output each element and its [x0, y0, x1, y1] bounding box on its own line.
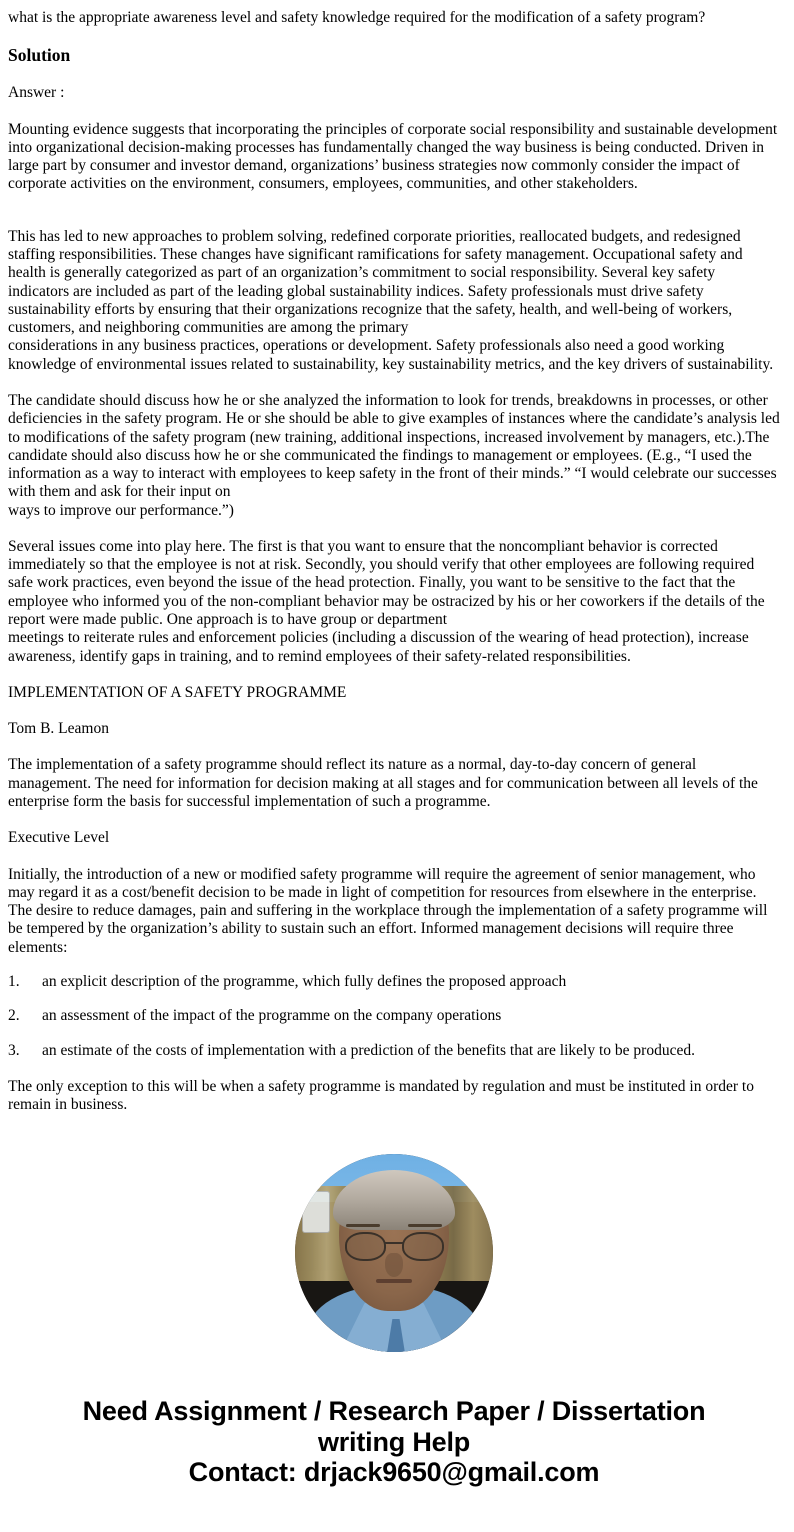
list-item — [8, 973, 780, 991]
list-item-number: 2. — [8, 1007, 20, 1025]
list-item-text: an estimate of the costs of implementation with a prediction of the benefits that are likely to be produced. — [42, 1041, 695, 1059]
subsection-paragraph: Initially, the introduction of a new or modified safety programme will require the agreement of senior management, who may regard it as a cost/benefit decision to be made in light of competition for resources from elsewhere in the enterprise. The desire to reduce damages, pain and suffering in the workplace through the implementation of a safety programme will be tempered by the organization’s ability to sustain such an effort. Informed management decisions will require three elements: — [8, 865, 768, 956]
solution-heading: Solution — [8, 45, 71, 66]
avatar-glasses-left-lens — [345, 1232, 387, 1262]
footer-promo — [8, 1396, 780, 1505]
subsection-title: Executive Level — [8, 829, 110, 847]
paragraph-4: The candidate should discuss how he or she analyzed the information to look for trends, breakdowns in processes, or other deficiencies in the safety program. He or she should be able to give examples of instances where the candidate’s analysis led to modifications of the safety program (new training, additional inspections, increased involvement by managers, etc.).The candidate should also discuss how he or she communicated the findings to management or employees. (E.g., “I used the information as a way to interact with employees to keep safety in the front of their minds.” “I would celebrate our successes with them and ask for their input on — [8, 391, 780, 501]
paragraph-7: meetings to reiterate rules and enforcement policies (including a discussion of the wearing of head protection), increase awareness, identify gaps in training, and to remind employees of their safety-related responsibilities. — [8, 629, 749, 665]
author-name: Tom B. Leamon — [8, 720, 109, 738]
paragraph-2: This has led to new approaches to problem solving, redefined corporate priorities, reallocated budgets, and redesigned staffing responsibilities. These changes have significant ramifications for safety management. Occupational safety and health is generally categorized as part of an organization’s commitment to social responsibility. Several key safety indicators are included as part of the leading global sustainability indices. Safety professionals must drive safety sustainability efforts by ensuring that their organizations recognize that the safety, health, and well-being of workers, customers, and neighboring communities are among the primary — [8, 227, 743, 337]
list-item — [8, 1007, 780, 1025]
question-text: what is the appropriate awareness level and safety knowledge required for the modification of a safety program? — [8, 9, 706, 26]
avatar-nose — [385, 1253, 403, 1277]
paragraph-6: Several issues come into play here. The first is that you want to ensure that the noncompliant behavior is corrected immediately so that the employee is not at risk. Secondly, you should verify that other employees are following required safe work practices, even beyond the issue of the head protection. Finally, you want to be sensitive to the fact that the employee who informed you of the non-compliant behavior may be ostracized by his or her coworkers if the details of the report were made public. One approach is to have group or department — [8, 537, 765, 629]
avatar-container — [8, 1154, 780, 1352]
list-item-number: 1. — [8, 972, 20, 990]
section-paragraph: The implementation of a safety programme should reflect its nature as a normal, day-to-day concern of general management. The need for information for decision making at all stages and for communication between all levels of the enterprise form the basis for successful implementation of such a programme. — [8, 756, 758, 810]
spacer — [8, 194, 780, 210]
document-page — [0, 9, 794, 1505]
footer-contact: Contact: drjack9650@gmail.com — [188, 1456, 600, 1487]
elements-list — [8, 973, 780, 1060]
list-item-text: an assessment of the impact of the programme on the company operations — [42, 1007, 502, 1025]
avatar-glasses-right-lens — [402, 1232, 444, 1262]
avatar-mouth — [376, 1279, 412, 1283]
section-title: IMPLEMENTATION OF A SAFETY PROGRAMME — [8, 683, 347, 701]
avatar-glasses-bridge — [385, 1242, 403, 1244]
avatar-eyebrow-right — [408, 1224, 442, 1227]
paragraph-1: Mounting evidence suggests that incorporating the principles of corporate social responsibility and sustainable development into organizational decision-making processes has fundamentally changed the way business is being conducted. Driven in large part by consumer and investor demand, organizations’ business strategies now commonly consider the impact of corporate activities on the environment, consumers, employees, communities, and other stakeholders. — [8, 120, 778, 193]
answer-label: Answer : — [8, 84, 65, 102]
paragraph-5: ways to improve our performance.”) — [8, 501, 234, 519]
list-item — [8, 1042, 780, 1060]
avatar — [295, 1154, 493, 1352]
list-item-number: 3. — [8, 1041, 20, 1059]
closing-paragraph: The only exception to this will be when a safety programme is mandated by regulation and must be instituted in order to remain in business. — [8, 1077, 754, 1114]
footer-line-2: writing Help — [317, 1426, 471, 1457]
footer-line-1: Need Assignment / Research Paper / Dissertation — [82, 1396, 706, 1427]
list-item-text: an explicit description of the programme, which fully defines the proposed approach — [42, 972, 567, 990]
avatar-eyebrow-left — [346, 1224, 380, 1227]
paragraph-3: considerations in any business practices, operations or development. Safety professionals also need a good working knowledge of environmental issues related to sustainability, key sustainability metrics, and the key drivers of sustainability. — [8, 337, 774, 373]
